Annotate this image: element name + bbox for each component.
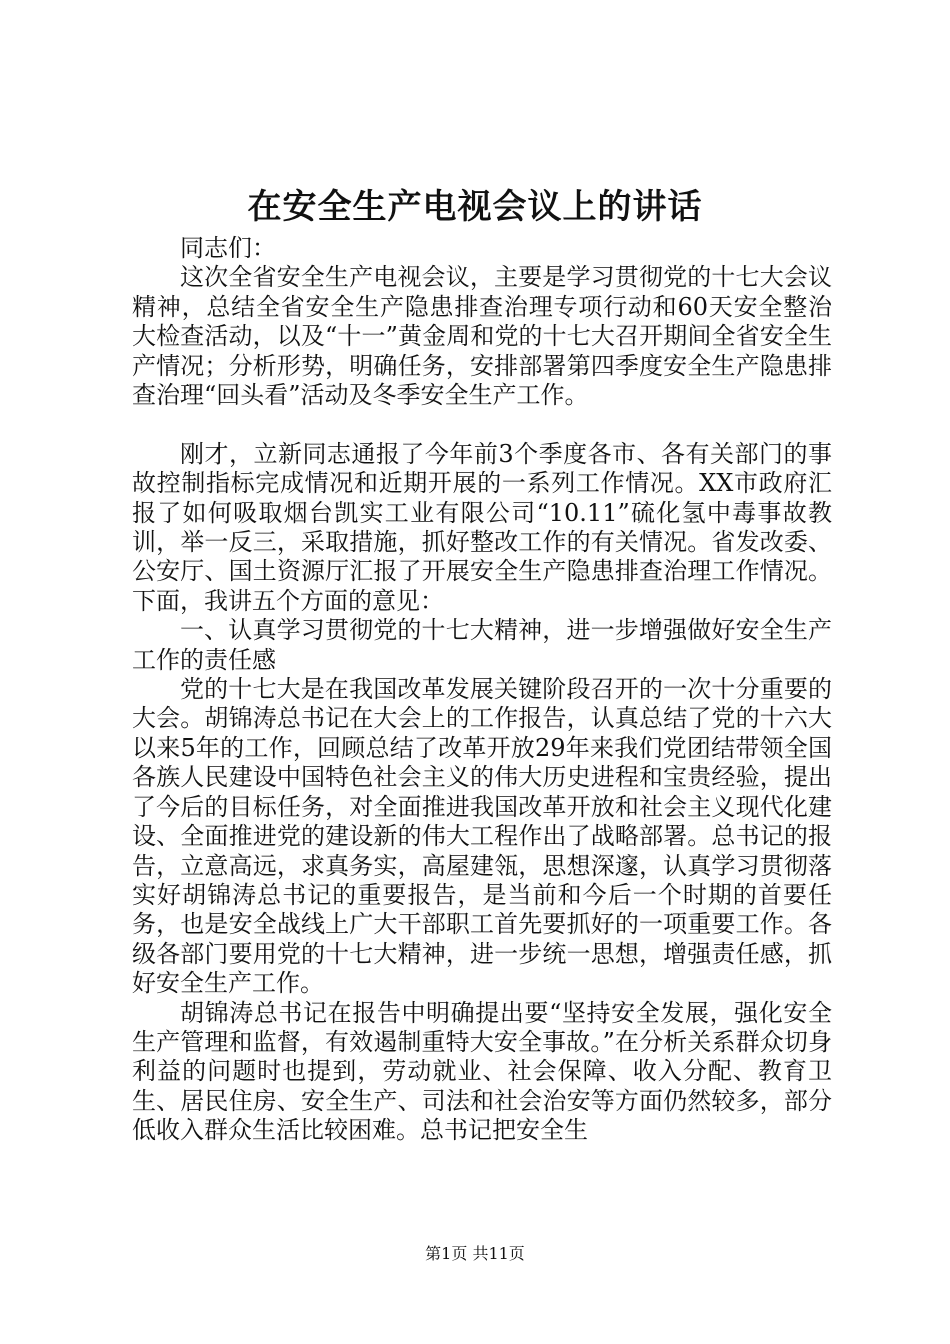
section-heading-paragraph: 一、认真学习贯彻党的十七大精神，进一步增强做好安全生产工作的责任感 bbox=[132, 616, 832, 674]
document-body bbox=[132, 234, 832, 1146]
page-footer: 第1页 共11页 bbox=[425, 1244, 525, 1263]
document-title: 在安全生产电视会议上的讲话 bbox=[247, 187, 703, 227]
report-summary-paragraph: 刚才，立新同志通报了今年前3个季度各市、各有关部门的事故控制指标完成情况和近期开展的一系列工作情况。XX市政府汇报了如何吸取烟台凯实工业有限公司“10.11”硫化氢中毒事故教训，举一反三，采取措施，抓好整改工作的有关情况。省发改委、公安厅、国土资源厅汇报了开展安全生产隐患排查治理工作情况。下面，我讲五个方面的意见： bbox=[132, 439, 832, 615]
safety-development-paragraph: 胡锦涛总书记在报告中明确提出要“坚持安全发展，强化安全生产管理和监督，有效遏制重特大安全事故。”在分析关系群众切身利益的问题时也提到，劳动就业、社会保障、收入分配、教育卫生、居民住房、安全生产、司法和社会治安等方面仍然较多，部分低收入群众生活比较困难。总书记把安全生 bbox=[132, 998, 832, 1145]
congress-paragraph: 党的十七大是在我国改革发展关键阶段召开的一次十分重要的大会。胡锦涛总书记在大会上的工作报告，认真总结了党的十六大以来5年的工作，回顾总结了改革开放29年来我们党团结带领全国各族人民建设中国特色社会主义的伟大历史进程和宝贵经验，提出了今后的目标任务，对全面推进我国改革开放和社会主义现代化建设、全面推进党的建设新的伟大工程作出了战略部署。总书记的报告，立意高远，求真务实，高屋建瓴，思想深邃，认真学习贯彻落实好胡锦涛总书记的重要报告，是当前和今后一个时期的首要任务，也是安全战线上广大干部职工首先要抓好的一项重要工作。各级各部门要用党的十七大精神，进一步统一思想，增强责任感，抓好安全生产工作。 bbox=[132, 675, 832, 998]
intro-paragraph: 这次全省安全生产电视会议，主要是学习贯彻党的十七大会议精神，总结全省安全生产隐患排查治理专项行动和60天安全整治大检查活动，以及“十一”黄金周和党的十七大召开期间全省安全生产情况；分析形势，明确任务，安排部署第四季度安全生产隐患排查治理“回头看”活动及冬季安全生产工作。 bbox=[132, 263, 832, 410]
salutation-paragraph: 同志们： bbox=[180, 234, 276, 262]
